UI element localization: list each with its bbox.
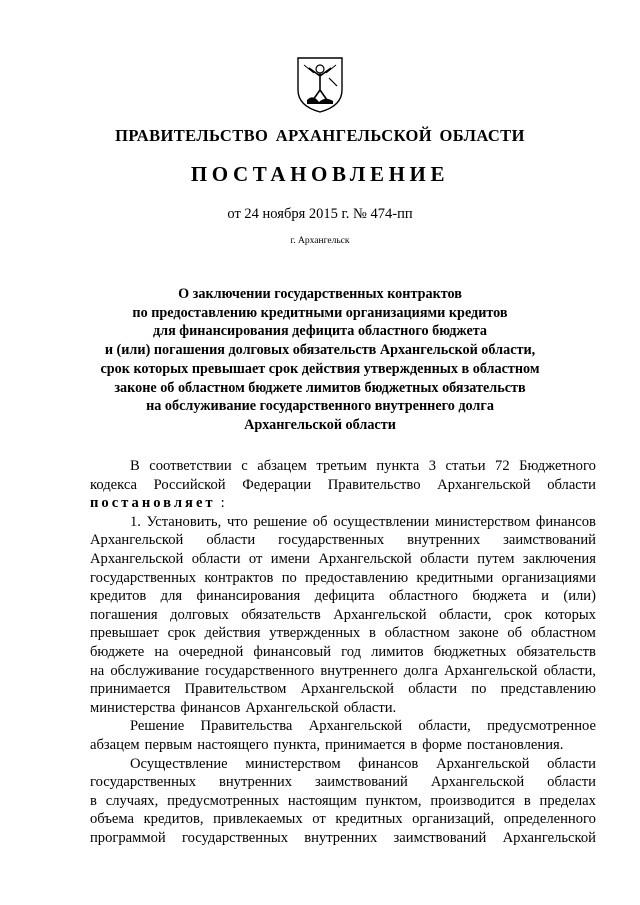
- word: заимствований: [393, 829, 487, 846]
- body-line: [90, 494, 596, 513]
- word: форме: [422, 736, 462, 753]
- title-line: срок которых превышает срок действия утвержденных в областном: [100, 360, 540, 377]
- word: Архангельской: [90, 550, 184, 567]
- body-line: [90, 792, 596, 811]
- word: кредитными: [416, 569, 494, 586]
- word: Архангельской: [318, 550, 412, 567]
- word: об: [312, 513, 328, 530]
- body-line: [90, 829, 596, 848]
- word: срок: [504, 606, 533, 623]
- word: Установить,: [146, 513, 222, 530]
- word: Архангельской: [502, 829, 596, 846]
- word: предоставлению: [305, 569, 409, 586]
- word: (или): [563, 588, 596, 605]
- word: дефицита: [314, 588, 375, 605]
- title-line: и (или) погашения долговых обязательств Архангельской области,: [104, 342, 536, 359]
- word: принимается: [325, 736, 406, 753]
- word: Архангельской: [437, 476, 531, 493]
- word: области: [547, 476, 596, 493]
- word: государственного: [205, 662, 315, 679]
- word: области,: [543, 662, 596, 679]
- word: случаях,: [105, 792, 159, 809]
- word: Архангельской: [436, 755, 530, 772]
- word: пункта,: [273, 736, 321, 753]
- word: долговых: [170, 606, 229, 623]
- word: государственных: [90, 774, 197, 791]
- word: настоящим: [287, 792, 357, 809]
- word: срок: [167, 625, 196, 642]
- word: Бюджетного: [519, 458, 596, 474]
- word: Архангельской: [444, 662, 538, 679]
- body-line: [90, 531, 596, 550]
- word: погашения: [90, 606, 158, 623]
- word: представлению: [500, 681, 596, 698]
- word: об: [507, 625, 523, 642]
- word: заимствований: [315, 774, 408, 791]
- word: государственных: [278, 532, 385, 549]
- word: области: [206, 532, 256, 549]
- title-line: по предоставлению кредитными организациями кредитов: [132, 304, 508, 321]
- word: соответствии: [149, 458, 232, 474]
- word: 3: [428, 458, 437, 474]
- body-line: [90, 680, 596, 699]
- word: по: [281, 569, 297, 586]
- body-line: [90, 457, 596, 476]
- word: бюджетных: [433, 643, 507, 660]
- organization-name: ПРАВИТЕЛЬСТВО АРХАНГЕЛЬСКОЙ ОБЛАСТИ: [115, 126, 525, 145]
- word: внутренних: [218, 774, 293, 791]
- word: Правительства: [200, 718, 293, 735]
- word: области: [547, 774, 596, 791]
- title-line: на обслуживание государственного внутреннего долга: [146, 398, 494, 415]
- word: лимитов: [371, 643, 424, 660]
- word: на: [90, 662, 105, 679]
- word: в: [368, 625, 376, 642]
- word: государственных: [90, 569, 197, 586]
- coat-of-arms-icon: [295, 56, 345, 114]
- word: бюджета: [472, 588, 527, 605]
- body-line: [90, 624, 596, 643]
- body-line: [90, 569, 596, 588]
- word: Архангельской: [308, 718, 403, 735]
- word: утвержденных: [269, 625, 361, 642]
- word: министерства: [90, 699, 176, 716]
- word: постановляет: [90, 495, 216, 512]
- body-line: [90, 606, 596, 625]
- word: пределах: [539, 792, 596, 809]
- word: кредитных: [335, 811, 403, 828]
- word: на: [154, 643, 169, 660]
- word: внутреннего: [320, 662, 398, 679]
- word: обязательств: [516, 643, 596, 660]
- body-line: [90, 755, 596, 774]
- word: Решение: [130, 718, 185, 735]
- word: путем: [477, 550, 515, 567]
- word: решение: [253, 513, 308, 530]
- word: и: [541, 588, 549, 605]
- word: 72: [495, 458, 510, 474]
- body-line: [90, 476, 596, 495]
- word: области: [547, 755, 596, 772]
- word: заимствований: [503, 532, 596, 549]
- document-body: [90, 457, 596, 847]
- title-line: О заключении государственных контрактов: [178, 286, 462, 302]
- word: обслуживание: [110, 662, 200, 679]
- word: финансирования: [196, 588, 301, 605]
- body-line: [90, 513, 596, 532]
- word: определенного: [503, 811, 596, 828]
- word: внутренних: [304, 829, 378, 846]
- body-line: [90, 773, 596, 792]
- word: постановления.: [466, 736, 564, 753]
- word: области,: [418, 718, 471, 735]
- word: Осуществление: [130, 755, 228, 772]
- word: :: [220, 495, 225, 512]
- word: Архангельской: [333, 606, 427, 623]
- word: которых: [544, 606, 596, 623]
- word: Архангельской: [430, 774, 525, 791]
- body-line: [90, 587, 596, 606]
- word: кодекса: [90, 476, 137, 493]
- word: объема: [90, 811, 134, 828]
- word: Российской: [153, 476, 226, 493]
- body-line: [90, 810, 596, 829]
- word: области: [420, 550, 469, 567]
- word: области.: [343, 699, 397, 716]
- word: что: [226, 513, 248, 530]
- word: в: [90, 792, 97, 809]
- word: государственных: [181, 829, 288, 846]
- word: привлекаемых: [213, 811, 303, 828]
- word: В: [130, 458, 140, 474]
- word: областном: [530, 625, 596, 642]
- word: области: [408, 681, 458, 698]
- word: финансовый: [253, 643, 332, 660]
- word: министерством: [245, 755, 341, 772]
- word: в: [410, 736, 418, 753]
- word: долга: [403, 662, 439, 679]
- city: г. Архангельск: [290, 236, 350, 246]
- word: превышает: [90, 625, 159, 642]
- word: организаций,: [412, 811, 495, 828]
- word: для: [160, 588, 183, 605]
- word: финансов: [358, 755, 419, 772]
- word: Архангельской: [245, 699, 339, 716]
- word: от: [312, 811, 326, 828]
- word: областном: [384, 625, 450, 642]
- word: действия: [204, 625, 261, 642]
- title-line: законе об областном бюджете лимитов бюджетных обязательств: [114, 379, 526, 396]
- word: в: [523, 792, 531, 809]
- word: от: [248, 550, 263, 567]
- word: Федерации: [242, 476, 312, 493]
- body-line: [90, 662, 596, 681]
- word: кредитов: [90, 588, 147, 605]
- word: осуществлении: [333, 513, 430, 530]
- word: Правительство: [327, 476, 421, 493]
- word: Архангельской: [300, 681, 394, 698]
- word: Правительством: [184, 681, 287, 698]
- word: министерством: [435, 513, 531, 530]
- word: Архангельской: [90, 532, 184, 549]
- word: производится: [430, 792, 516, 809]
- document-title: [60, 285, 580, 435]
- word: финансов: [535, 513, 596, 530]
- word: первым: [144, 736, 193, 753]
- word: очередной: [178, 643, 244, 660]
- body-line: [90, 643, 596, 662]
- date-and-number: от 24 ноября 2015 г. № 474-пп: [227, 206, 413, 222]
- word: предусмотренных: [167, 792, 280, 809]
- word: бюджете: [90, 643, 145, 660]
- word: организациями: [501, 569, 596, 586]
- body-line: [90, 699, 596, 718]
- title-line: Архангельской области: [244, 416, 396, 433]
- word: кредитов,: [143, 811, 204, 828]
- word: предусмотренное: [487, 718, 596, 735]
- word: программой: [90, 829, 166, 846]
- body-line: [90, 717, 596, 736]
- word: настоящего: [197, 736, 269, 753]
- word: области: [191, 550, 241, 567]
- word: абзацем: [90, 736, 140, 753]
- word: внутренних: [407, 532, 481, 549]
- word: год: [341, 643, 362, 660]
- word: статьи: [445, 458, 486, 474]
- word: по: [471, 681, 487, 698]
- document-type: ПОСТАНОВЛЕНИЕ: [190, 162, 450, 186]
- word: пунктом,: [365, 792, 422, 809]
- word: области,: [439, 606, 492, 623]
- word: третьим: [316, 458, 367, 474]
- word: заключения: [522, 550, 596, 567]
- word: законе: [458, 625, 499, 642]
- word: контрактов: [204, 569, 274, 586]
- word: с: [241, 458, 248, 474]
- body-line: [90, 550, 596, 569]
- word: абзацем: [257, 458, 307, 474]
- word: финансов: [180, 699, 241, 716]
- title-line: для финансирования дефицита областного бюджета: [152, 323, 488, 340]
- word: принимается: [90, 681, 171, 698]
- word: пункта: [376, 458, 420, 474]
- word: обязательств: [241, 606, 321, 623]
- word: имени: [270, 550, 310, 567]
- word: областного: [388, 588, 458, 605]
- word: 1.: [130, 513, 141, 530]
- body-line: [90, 736, 596, 755]
